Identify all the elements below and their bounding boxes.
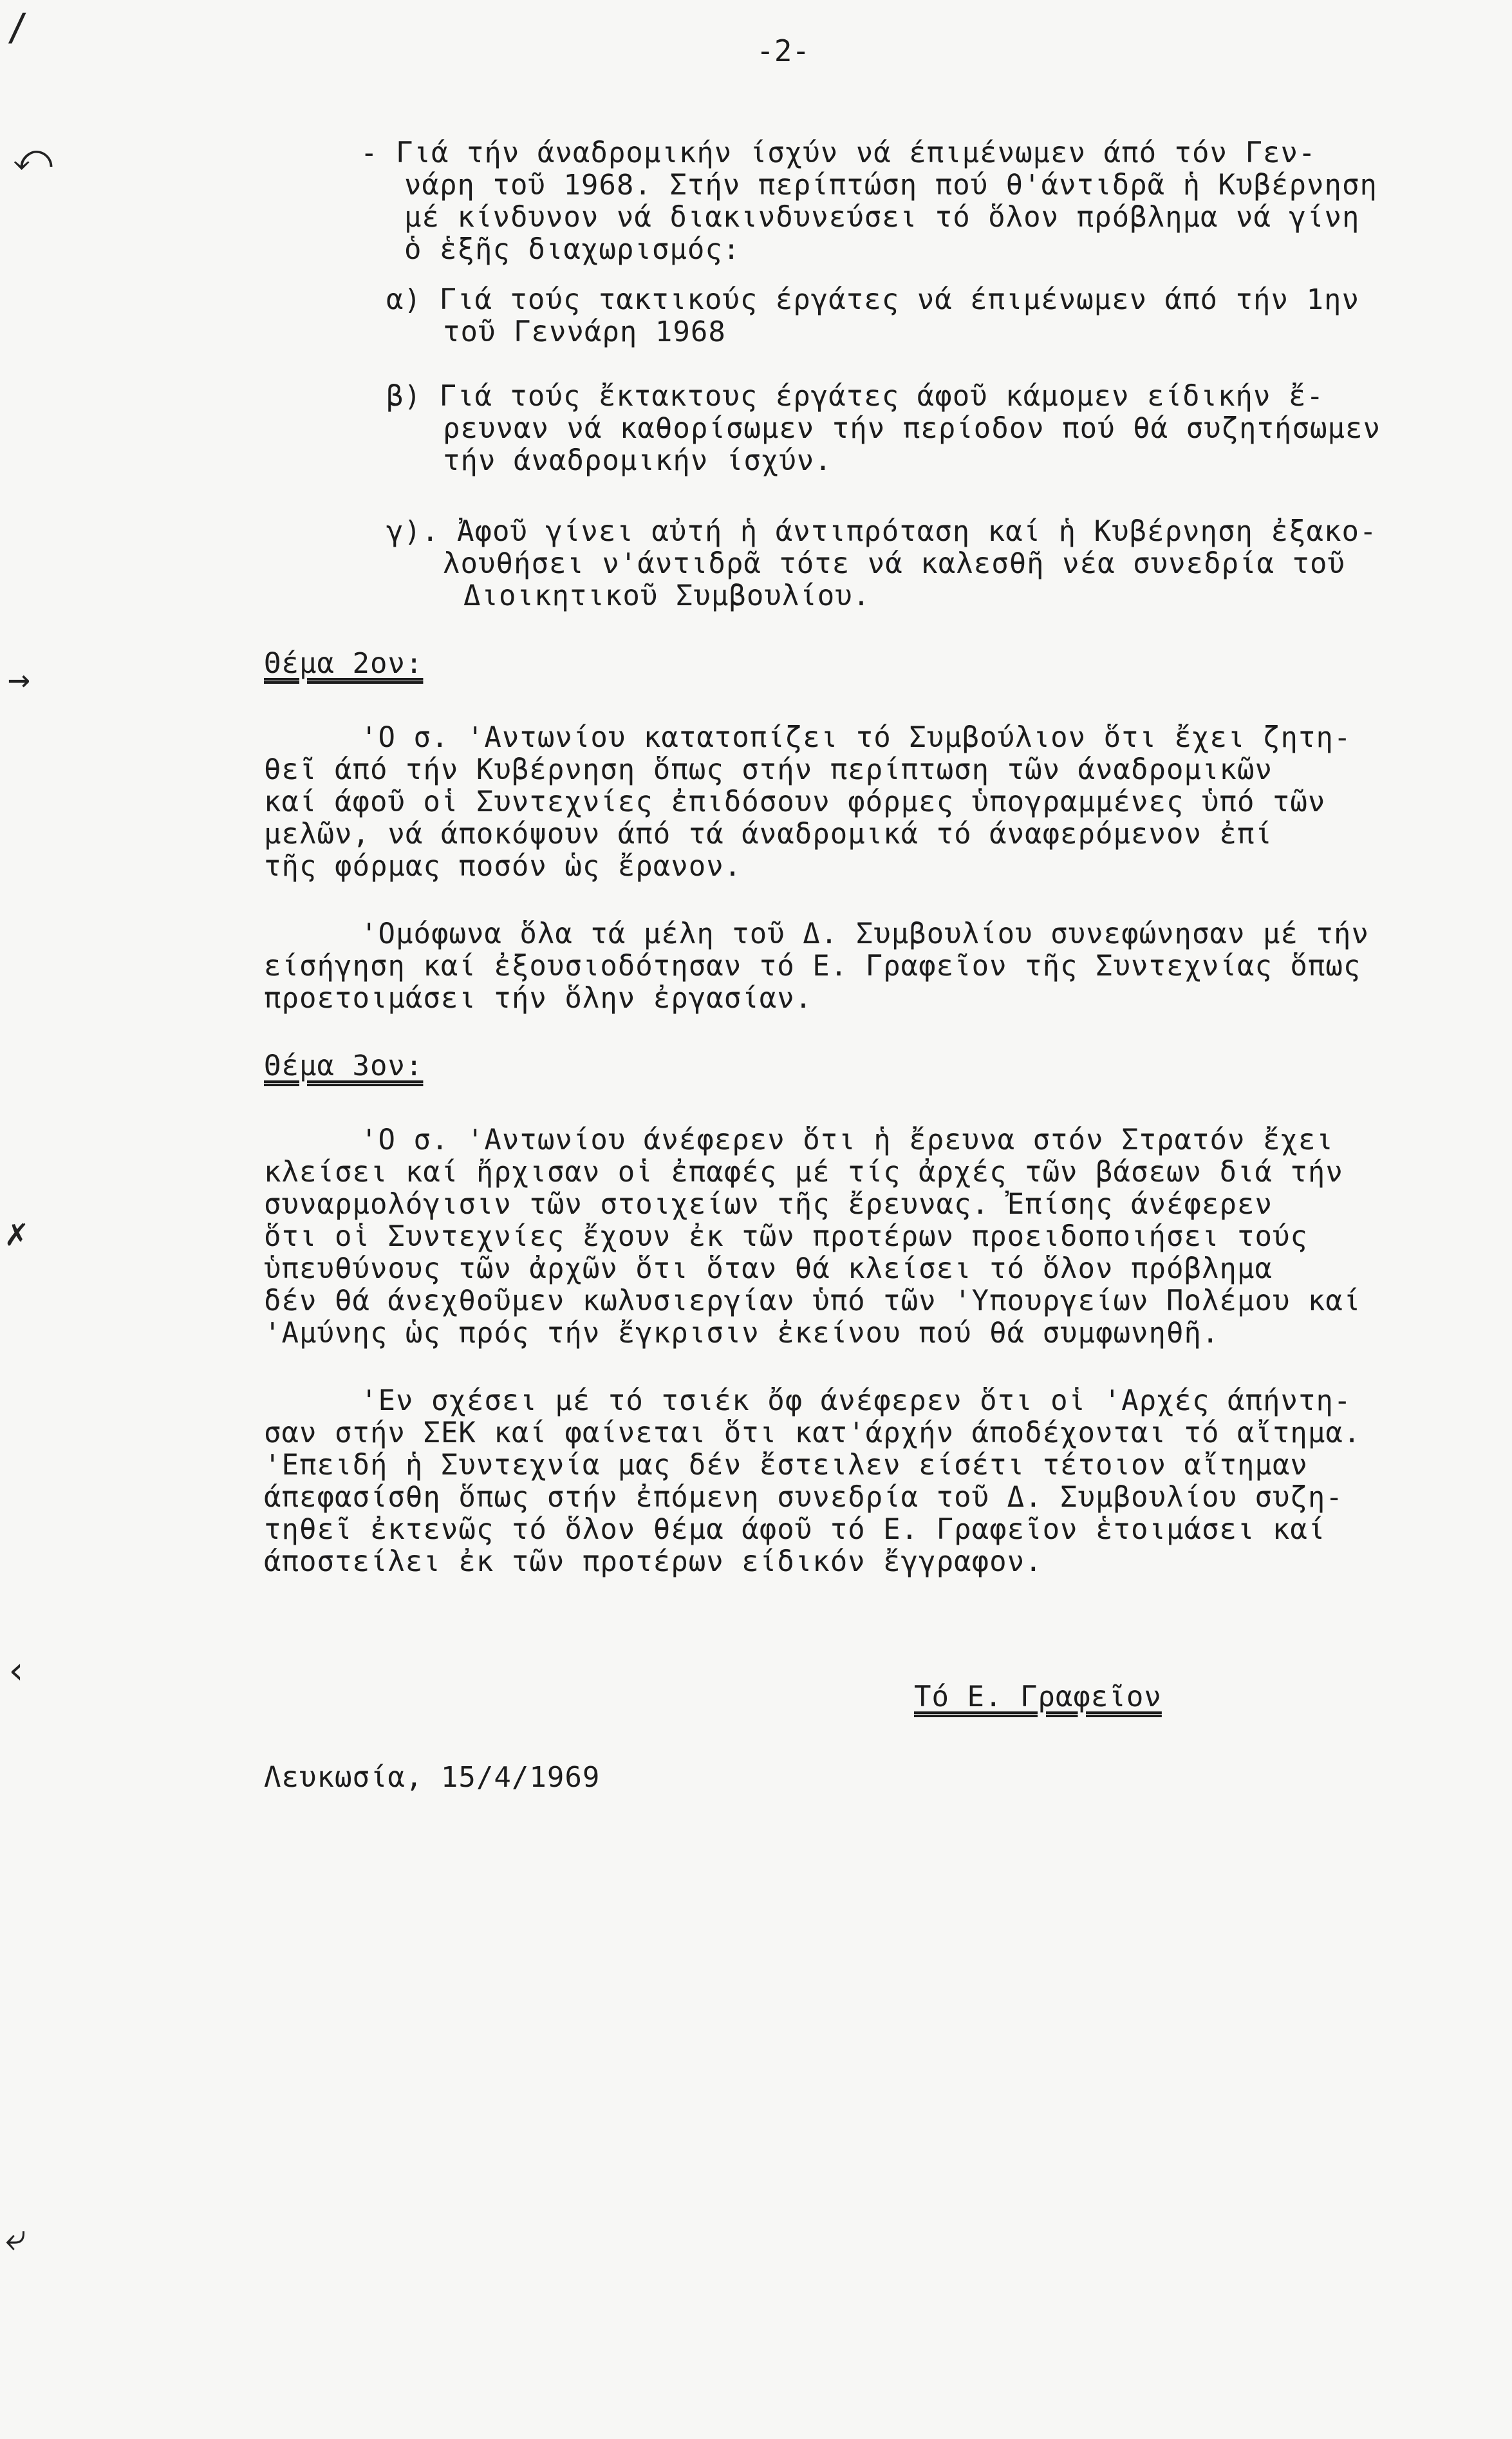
margin-mark: ⤶	[5, 2215, 26, 2259]
text-line: άπεφασίσθη ὅπως στήν ἐπόμενη συνεδρία τοῦ Δ. Συμβουλίου συζη-	[264, 1481, 1343, 1514]
margin-mark: ✗	[5, 1210, 28, 1254]
text-line: 'Επειδή ἡ Συντεχνία μας δέν ἔστειλεν είσέτι τέτοιον αἴτημαν	[264, 1449, 1308, 1482]
text-line: β) Γιά τούς ἔκτακτους έργάτες άφοῦ κάμομεν είδικήν ἔ-	[386, 380, 1324, 413]
section-heading: Θέμα 2ον:	[264, 647, 424, 680]
text-line: ὁ ἑξῆς διαχωρισμός:	[404, 233, 741, 266]
text-line: ὑπευθύνους τῶν ἀρχῶν ὅτι ὅταν θά κλείσει τό ὅλον πρόβλημα	[264, 1252, 1273, 1285]
text-line: 'Ομόφωνα ὅλα τά μέλη τοῦ Δ. Συμβουλίου συνεφώνησαν μέ τήν	[360, 918, 1369, 950]
text-line: προετοιμάσει τήν ὅλην ἐργασίαν.	[264, 982, 813, 1015]
text-line: Λευκωσία, 15/4/1969	[264, 1761, 601, 1794]
text-line: καί άφοῦ οἱ Συντεχνίες ἐπιδόσουν φόρμες ὑπογραμμένες ὑπό τῶν	[264, 786, 1326, 818]
text-line: θεῖ άπό τήν Κυβέρνηση ὅπως στήν περίπτωση τῶν άναδρομικῶν	[264, 753, 1273, 786]
text-line: - Γιά τήν άναδρομικήν ίσχύν νά έπιμένωμεν άπό τόν Γεν-	[360, 137, 1316, 169]
text-line: 'Ο σ. 'Αντωνίου άνέφερεν ὅτι ἡ ἔρευνα στόν Στρατόν ἔχει	[360, 1124, 1334, 1156]
text-line: τῆς φόρμας ποσόν ὡς ἔρανον.	[264, 850, 742, 883]
text-line: 'Ο σ. 'Αντωνίου κατατοπίζει τό Συμβούλιον ὅτι ἔχει ζητη-	[360, 721, 1352, 754]
section-heading: Θέμα 3ον:	[264, 1050, 424, 1082]
margin-mark: ⤺	[13, 135, 53, 179]
text-line: 'Εν σχέσει μέ τό τσιέκ ὄφ άνέφερεν ὅτι οἱ 'Αρχές άπήντη-	[360, 1384, 1352, 1417]
margin-mark: ‹	[5, 1648, 28, 1692]
text-line: δέν θά άνεχθοῦμεν κωλυσιεργίαν ὑπό τῶν 'Υπουργείων Πολέμου καί	[264, 1285, 1361, 1317]
text-line: Διοικητικοῦ Συμβουλίου.	[463, 579, 871, 612]
text-line: ὅτι οἱ Συντεχνίες ἔχουν ἐκ τῶν προτέρων προειδοποιήσει τούς	[264, 1220, 1308, 1253]
page-number: -2-	[756, 33, 810, 68]
text-line: α) Γιά τούς τακτικούς έργάτες νά έπιμένωμεν άπό τήν 1ην	[386, 283, 1359, 316]
text-line: άποστείλει ἐκ τῶν προτέρων είδικόν ἔγγραφον.	[264, 1545, 1043, 1578]
text-line: γ). Ἀφοῦ γίνει αὐτή ἡ άντιπρόταση καί ἡ Κυβέρνηση ἐξακο-	[386, 515, 1377, 548]
text-line: κλείσει καί ἤρχισαν οἱ ἐπαφές μέ τίς ἀρχές τῶν βάσεων διά τήν	[264, 1156, 1343, 1189]
text-line: τηθεῖ ἐκτενῶς τό ὅλον θέμα άφοῦ τό Ε. Γραφεῖον ἑτοιμάσει καί	[264, 1513, 1326, 1546]
margin-mark: →	[8, 657, 30, 701]
text-line: λουθήσει ν'άντιδρᾶ τότε νά καλεσθῆ νέα συνεδρία τοῦ	[443, 547, 1346, 580]
text-line: είσήγηση καί ἐξουσιοδότησαν τό Ε. Γραφεῖον τῆς Συντεχνίας ὅπως	[264, 950, 1361, 983]
text-line: τοῦ Γεννάρη 1968	[443, 315, 726, 348]
margin-mark: /	[6, 5, 29, 49]
section-heading: Τό Ε. Γραφεῖον	[914, 1681, 1162, 1713]
text-line: νάρη τοῦ 1968. Στήν περίπτώση πού θ'άντιδρᾶ ἡ Κυβέρνηση	[404, 169, 1377, 202]
text-line: μέ κίνδυνον νά διακινδυνεύσει τό ὅλον πρόβλημα νά γίνη	[404, 201, 1360, 234]
text-line: σαν στήν ΣΕΚ καί φαίνεται ὅτι κατ'άρχήν άποδέχονται τό αἴτημα.	[264, 1417, 1361, 1449]
text-line: τήν άναδρομικήν ίσχύν.	[443, 444, 832, 477]
text-line: ρευναν νά καθορίσωμεν τήν περίοδον πού θά συζητήσωμεν	[443, 412, 1381, 445]
text-line: μελῶν, νά άποκόψουν άπό τά άναδρομικά τό άναφερόμενον ἐπί	[264, 818, 1273, 851]
text-line: συναρμολόγισιν τῶν στοιχείων τῆς ἔρευνας. Ἐπίσης άνέφερεν	[264, 1188, 1273, 1221]
text-line: 'Αμύνης ὡς πρός τήν ἔγκρισιν ἐκείνου πού θά συμφωνηθῆ.	[264, 1317, 1220, 1350]
